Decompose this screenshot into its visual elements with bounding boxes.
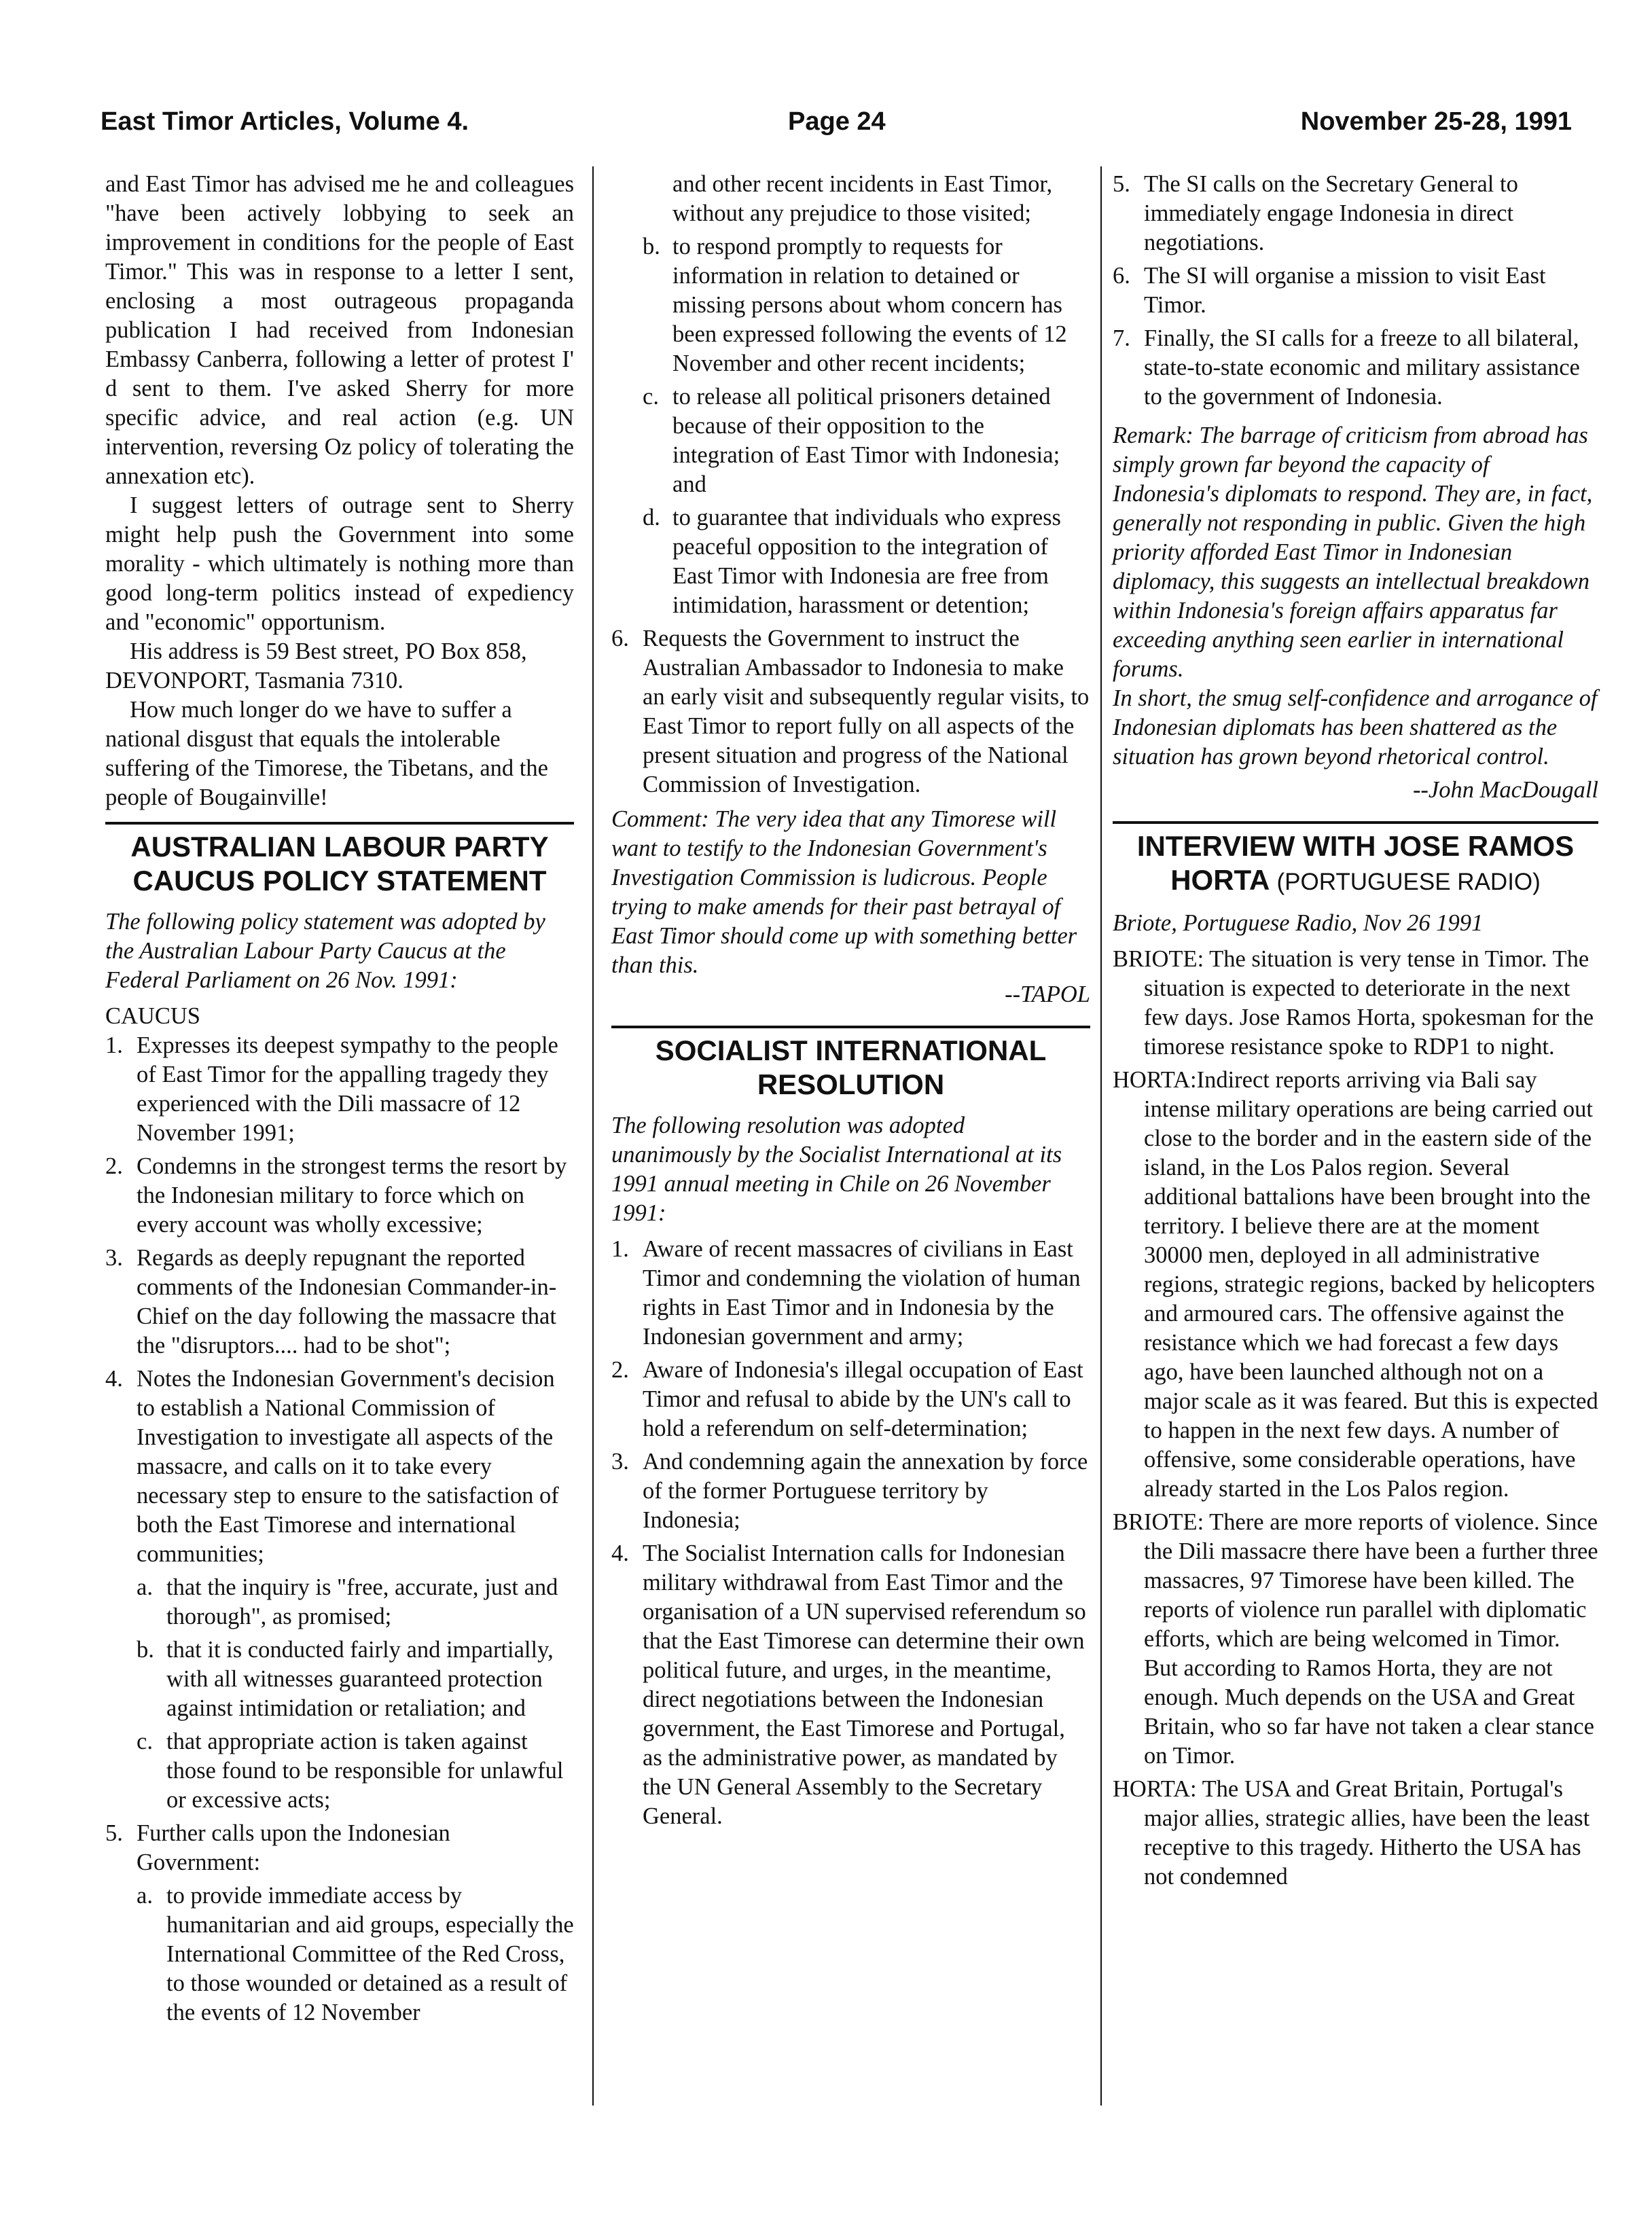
remark-paragraph: Remark: The barrage of criticism from abroad has simply grown far beyond the capacity of Indonesia's diplomats to respond. They are, in fact, generally not responding in public. Given the high priority afforded East Timor in Indonesian diplomacy, this suggests an intellectual breakdown within Indonesia's foreign affairs apparatus far exceeding anything seen earlier in international forums. — [1113, 422, 1593, 682]
sub-list-item: c. that appropriate action is taken against those found to be responsible for unlawful or excessive acts; — [137, 1729, 564, 1813]
list-item: 5. The SI calls on the Secretary General to immediately engage Indonesia in direct negotiations. — [1113, 171, 1518, 255]
list-item: 4. The Socialist Internation calls for Indonesian military withdrawal from East Timor and the organisation of a UN supervised referendum so that the East Timorese can determine their own political future, and urges, in the meantime, direct negotiations between the Indonesian government, the East Timorese and Portugal, as the administrative power, as mandated by the UN General Assembly to the Secretary General. — [611, 1540, 1086, 1829]
column-divider-2 — [1100, 166, 1102, 2106]
sub-list-item-continued: and other recent incidents in East Timor, without any prejudice to those visited; — [672, 171, 1053, 226]
alp-section-title: AUSTRALIAN LABOUR PARTY CAUCUS POLICY STATEMENT — [130, 831, 549, 897]
list-item: 6. Requests the Government to instruct the Australian Ambassador to Indonesia to make an early visit and subsequently regular visits, to East Timor to report fully on all aspects of the present situation and progress of the National Commission of Investigation. — [611, 626, 1090, 797]
list-item: 2. Condemns in the strongest terms the resort by the Indonesian military to force which on every account was wholly excessive; — [105, 1153, 567, 1238]
horta-section-title — [1113, 829, 1598, 899]
list-item: 7. Finally, the SI calls for a freeze to all bilateral, state-to-state economic and military assistance to the government of Indonesia. — [1113, 325, 1580, 410]
sub-list-item: a. to provide immediate access by humanitarian and aid groups, especially the International Committee of the Red Cross, to those wounded or detained as a result of the events of 12 November — [137, 1883, 574, 2025]
macdougall-signature: --John MacDougall — [1412, 777, 1598, 803]
running-header-date: November 25-28, 1991 — [1300, 107, 1572, 136]
list-item: 5. Further calls upon the Indonesian Government: — [105, 1820, 450, 1875]
letter-paragraph: and East Timor has advised me he and colleagues "have been actively lobbying to seek an improvement in conditions for the people of East Timor." This was in response to a letter I sent, enclosing a most outrageous propaganda publication I had received from Indonesian Embassy Canberra, following a letter of protest I' d sent to them. I've asked Sherry for more specific advice, and real action (e.g. UN intervention, reversing Oz policy of tolerating the annexation etc). — [105, 171, 574, 489]
section-rule — [611, 1026, 1090, 1028]
si-list — [611, 1235, 1090, 1831]
column-2 — [611, 170, 1090, 1835]
caucus-label: CAUCUS — [105, 1003, 200, 1029]
sub-list-item: a. that the inquiry is "free, accurate, just and thorough", as promised; — [137, 1574, 558, 1629]
horta-intro: Briote, Portuguese Radio, Nov 26 1991 — [1113, 910, 1484, 936]
interview-exchange: BRIOTE: There are more reports of violence. Since the Dili massacre there have been a further three massacres, 97 Timorese have been killed. The reports of violence run parallel with diplomatic efforts, which are being welcomed in Timor. But according to Ramos Horta, they are not enough. Much depends on the USA and Great Britain, who so far have not taken a clear stance on Timor. — [1113, 1509, 1598, 1769]
list-item: 3. Regards as deeply repugnant the reported comments of the Indonesian Commander-in-Chief on the day following the massacre that the "disruptors.... had to be shot"; — [105, 1245, 557, 1358]
column-1 — [105, 170, 574, 2032]
sub-list-item: b. that it is conducted fairly and impartially, with all witnesses guaranteed protection against intimidation or retaliation; and — [137, 1637, 554, 1721]
tapol-signature: --TAPOL — [1005, 981, 1090, 1007]
si-section-title: SOCIALIST INTERNATIONAL RESOLUTION — [655, 1034, 1047, 1100]
list-item: 6. The SI will organise a mission to visit East Timor. — [1113, 263, 1546, 318]
sub-list-item: d. to guarantee that individuals who express peaceful opposition to the integration of East Timor with Indonesia are free from intimidation, harassment or detention; — [643, 505, 1061, 618]
alp-list-continued — [611, 170, 1090, 799]
list-item: 4. Notes the Indonesian Government's decision to establish a National Commission of Investigation to investigate all aspects of the massacre, and calls on it to take every necessary step to ensure to the satisfaction of both the East Timorese and international communities; — [105, 1366, 559, 1567]
horta-title-main: INTERVIEW WITH JOSE RAMOS HORTA — [1136, 830, 1575, 896]
column-3 — [1113, 170, 1598, 1896]
list-item: 1. Expresses its deepest sympathy to the people of East Timor for the appalling tragedy they experienced with the Dili massacre of 12 November 1991; — [105, 1032, 558, 1146]
si-intro: The following resolution was adopted unanimously by the Socialist International at its 1991 annual meeting in Chile on 26 November 1991: — [611, 1113, 1062, 1226]
list-item: 3. And condemning again the annexation by force of the former Portuguese territory by Indonesia; — [611, 1449, 1088, 1533]
letter-paragraph: I suggest letters of outrage sent to Sherry might help push the Government into some morality - which ultimately is nothing more than good long-term politics instead of expediency and "economic" opportunism. — [105, 492, 574, 635]
section-rule — [1113, 821, 1598, 824]
horta-title-sub: (PORTUGUESE RADIO) — [1276, 869, 1541, 895]
interview-exchange: HORTA:Indirect reports arriving via Bali say intense military operations are being carried out close to the border and in the eastern side of the island, in the Los Palos region. Several additional battalions have been brought into the territory. I believe there are at the moment 30000 men, deployed in all administrative regions, strategic regions, backed by helicopters and armoured cars. The offensive against the resistance which we had forecast a few days ago, have been launched although not on a major scale as it was feared. But this is expected to happen in the next few days. A number of offensive, some considerable operations, have already started in the Los Palos region. — [1113, 1067, 1598, 1502]
remark-paragraph: In short, the smug self-confidence and arrogance of Indonesian diplomats has been shattered as the situation has grown beyond rhetorical control. — [1113, 685, 1598, 770]
list-item: 2. Aware of Indonesia's illegal occupation of East Timor and refusal to abide by the UN's call to hold a referendum on self-determination; — [611, 1357, 1083, 1441]
alp-list — [105, 1031, 574, 2027]
interview-exchange: BRIOTE: The situation is very tense in Timor. The situation is expected to deteriorate in the next few days. Jose Ramos Horta, spokesman for the timorese resistance spoke to RDP1 to night. — [1113, 946, 1594, 1060]
si-list-continued — [1113, 170, 1598, 412]
sub-list-item: b. to respond promptly to requests for information in relation to detained or missing persons about whom concern has been expressed following the events of 12 November and other recent incidents; — [643, 234, 1067, 376]
column-divider-1 — [592, 166, 594, 2106]
list-item: 1. Aware of recent massacres of civilians in East Timor and condemning the violation of human rights in East Timor and in Indonesia by the Indonesian government and army; — [611, 1236, 1081, 1350]
running-header-title: East Timor Articles, Volume 4. — [101, 107, 469, 136]
interview-exchange: HORTA: The USA and Great Britain, Portugal's major allies, strategic allies, have been the least receptive to this tragedy. Hitherto the USA has not condemned — [1113, 1776, 1590, 1890]
section-rule — [105, 822, 574, 825]
letter-paragraph: His address is 59 Best street, PO Box 858, DEVONPORT, Tasmania 7310. — [105, 638, 527, 693]
page-number: Page 24 — [788, 107, 886, 136]
tapol-comment: Comment: The very idea that any Timorese will want to testify to the Indonesian Government's Investigation Commission is ludicrous. People trying to make amends for their past betrayal of East Timor should come up with something better than this. — [611, 806, 1077, 978]
sub-list-item: c. to release all political prisoners detained because of their opposition to the integration of East Timor with Indonesia; and — [643, 384, 1060, 497]
letter-paragraph: How much longer do we have to suffer a national disgust that equals the intolerable suffering of the Timorese, the Tibetans, and the people of Bougainville! — [105, 697, 548, 810]
alp-intro: The following policy statement was adopted by the Australian Labour Party Caucus at the Federal Parliament on 26 Nov. 1991: — [105, 909, 545, 993]
